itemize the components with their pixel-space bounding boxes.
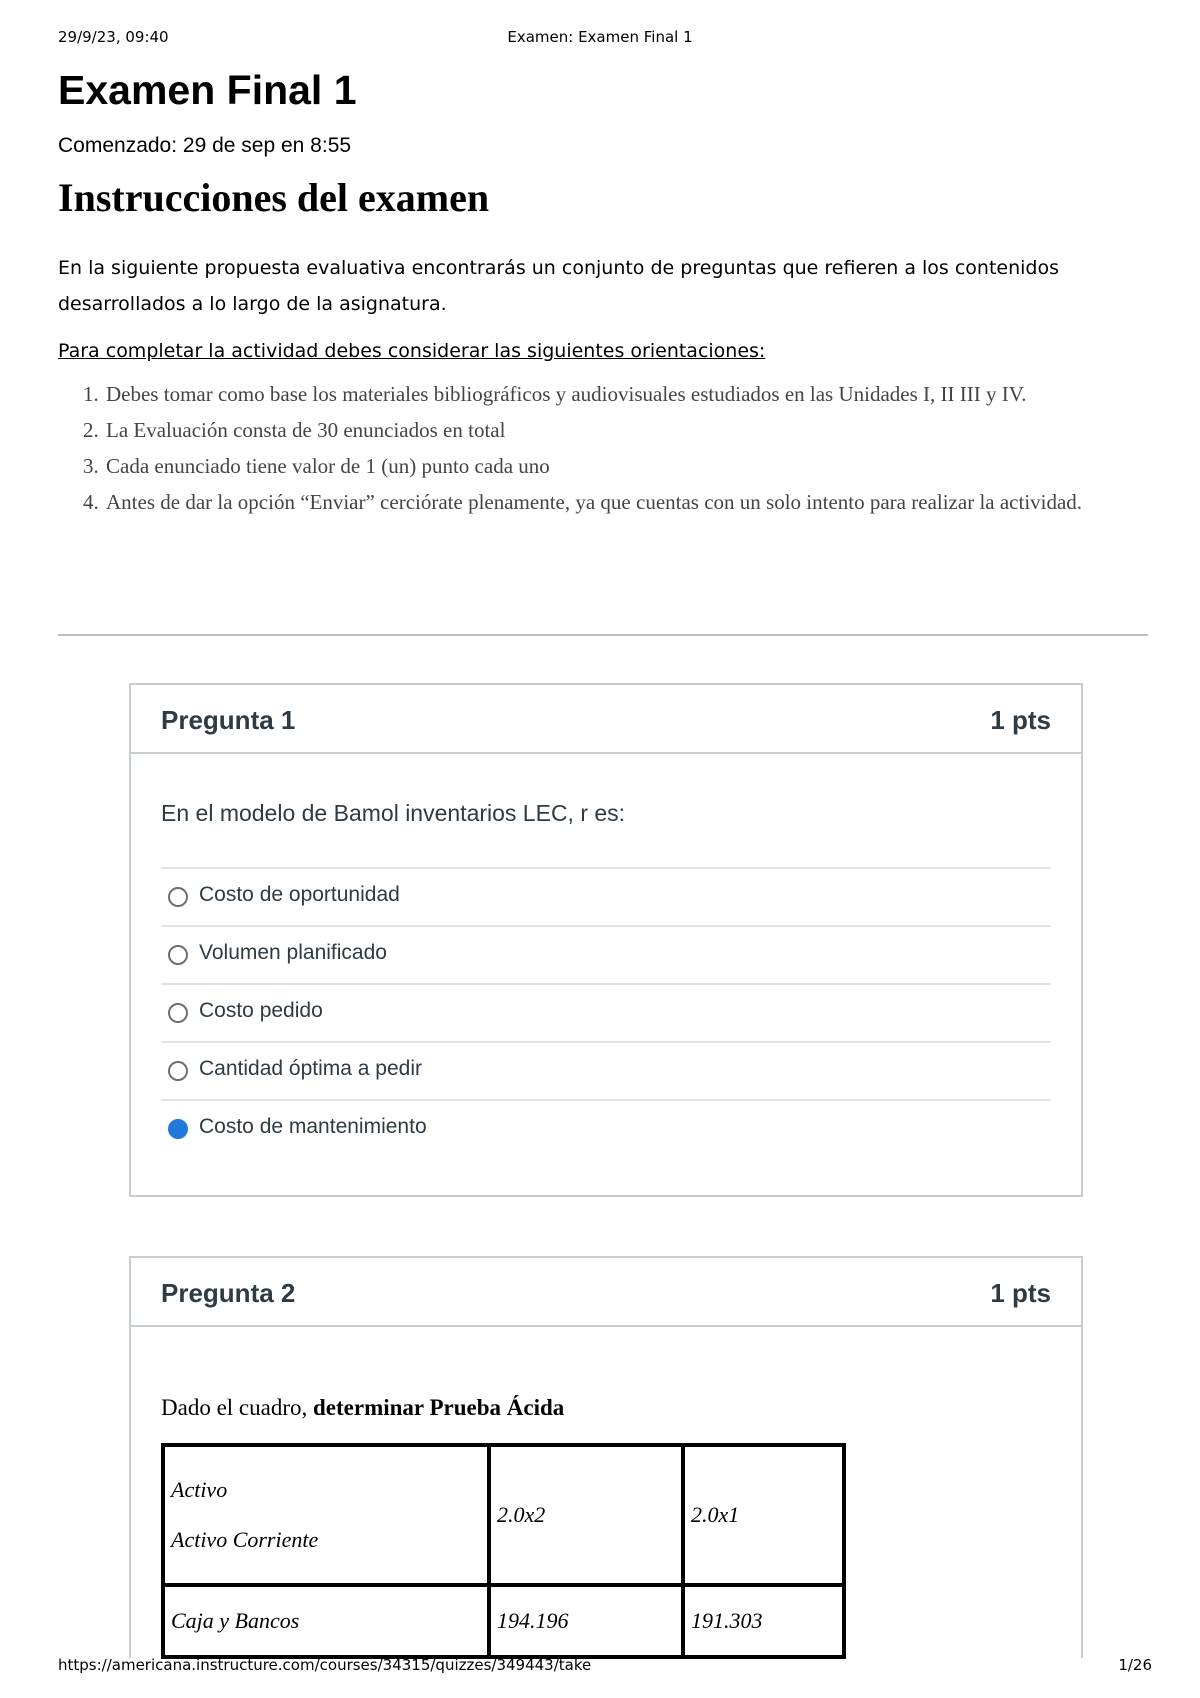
answer-label[interactable]: Costo de oportunidad bbox=[199, 883, 400, 906]
question-title: Pregunta 2 bbox=[161, 1278, 296, 1308]
rule-item: 2. La Evaluación consta de 30 enunciados en total bbox=[104, 412, 1148, 448]
question-text-emphasis: determinar Prueba Ácida bbox=[313, 1395, 565, 1420]
question-points: 1 pts bbox=[990, 705, 1051, 735]
instructions-intro: En la siguiente propuesta evaluativa encontrarás un conjunto de preguntas que refieren a los contenidos desarrollados a lo largo de la asignatura. bbox=[58, 257, 1059, 315]
radio-button-checked-icon[interactable] bbox=[168, 1119, 188, 1139]
answer-label[interactable]: Costo pedido bbox=[199, 999, 323, 1022]
answer-option[interactable] bbox=[161, 867, 1051, 925]
table-header-activo: Activo bbox=[171, 1477, 228, 1502]
answer-option[interactable] bbox=[161, 1041, 1051, 1099]
answer-label[interactable]: Costo de mantenimiento bbox=[199, 1115, 427, 1138]
answer-option[interactable] bbox=[161, 925, 1051, 983]
radio-button-icon[interactable] bbox=[168, 1003, 188, 1023]
rule-item: 1. Debes tomar como base los materiales bibliográficos y audiovisuales estudiados en las Unidades I, II III y IV. bbox=[104, 376, 1148, 412]
rule-item: 4. Antes de dar la opción “Enviar” cerciórate plenamente, ya que cuentas con un solo intento para realizar la actividad. bbox=[104, 484, 1148, 520]
table-row bbox=[163, 1585, 844, 1657]
rules-list bbox=[58, 376, 1148, 520]
answer-label[interactable]: Volumen planificado bbox=[199, 941, 387, 964]
page-number: 1/26 bbox=[1118, 1656, 1152, 1674]
balance-table bbox=[161, 1443, 846, 1659]
question-text: En el modelo de Bamol inventarios LEC, r es: bbox=[161, 800, 626, 826]
table-header-year-1: 2.0x1 bbox=[683, 1445, 844, 1585]
question-header bbox=[131, 1258, 1081, 1327]
print-url: https://americana.instructure.com/courses/34315/quizzes/349443/take bbox=[58, 1656, 592, 1674]
print-footer bbox=[0, 1656, 1200, 1676]
answer-option-selected[interactable] bbox=[161, 1099, 1051, 1157]
table-header-row bbox=[163, 1445, 844, 1585]
table-header-year-2: 2.0x2 bbox=[489, 1445, 683, 1585]
print-datetime: 29/9/23, 09:40 bbox=[58, 28, 169, 46]
question-points: 1 pts bbox=[990, 1278, 1051, 1308]
orientations-heading: Para completar la actividad debes considerar las siguientes orientaciones: bbox=[58, 340, 766, 362]
print-header bbox=[0, 28, 1200, 48]
table-cell bbox=[163, 1445, 489, 1585]
table-header-activo-corriente: Activo Corriente bbox=[171, 1527, 319, 1552]
instructions-heading: Instrucciones del examen bbox=[58, 175, 490, 220]
question-text bbox=[161, 1395, 1051, 1421]
table-cell-value: 194.196 bbox=[489, 1585, 683, 1657]
answer-option[interactable] bbox=[161, 983, 1051, 1041]
page-title: Examen Final 1 bbox=[58, 67, 357, 113]
started-timestamp: Comenzado: 29 de sep en 8:55 bbox=[58, 134, 352, 157]
radio-button-icon[interactable] bbox=[168, 945, 188, 965]
radio-button-icon[interactable] bbox=[168, 887, 188, 907]
question-title: Pregunta 1 bbox=[161, 705, 296, 735]
rule-item: 3. Cada enunciado tiene valor de 1 (un) punto cada uno bbox=[104, 448, 1148, 484]
question-header bbox=[131, 685, 1081, 754]
quiz-content bbox=[58, 64, 1148, 520]
radio-button-icon[interactable] bbox=[168, 1061, 188, 1081]
section-divider bbox=[58, 634, 1148, 636]
question-2 bbox=[129, 1256, 1083, 1658]
answer-list bbox=[161, 867, 1051, 1157]
print-title: Examen: Examen Final 1 bbox=[507, 28, 693, 46]
table-cell-label: Caja y Bancos bbox=[163, 1585, 489, 1657]
question-text-prefix: Dado el cuadro, bbox=[161, 1395, 313, 1420]
table-cell-value: 191.303 bbox=[683, 1585, 844, 1657]
question-1 bbox=[129, 683, 1083, 1197]
answer-label[interactable]: Cantidad óptima a pedir bbox=[199, 1057, 422, 1080]
